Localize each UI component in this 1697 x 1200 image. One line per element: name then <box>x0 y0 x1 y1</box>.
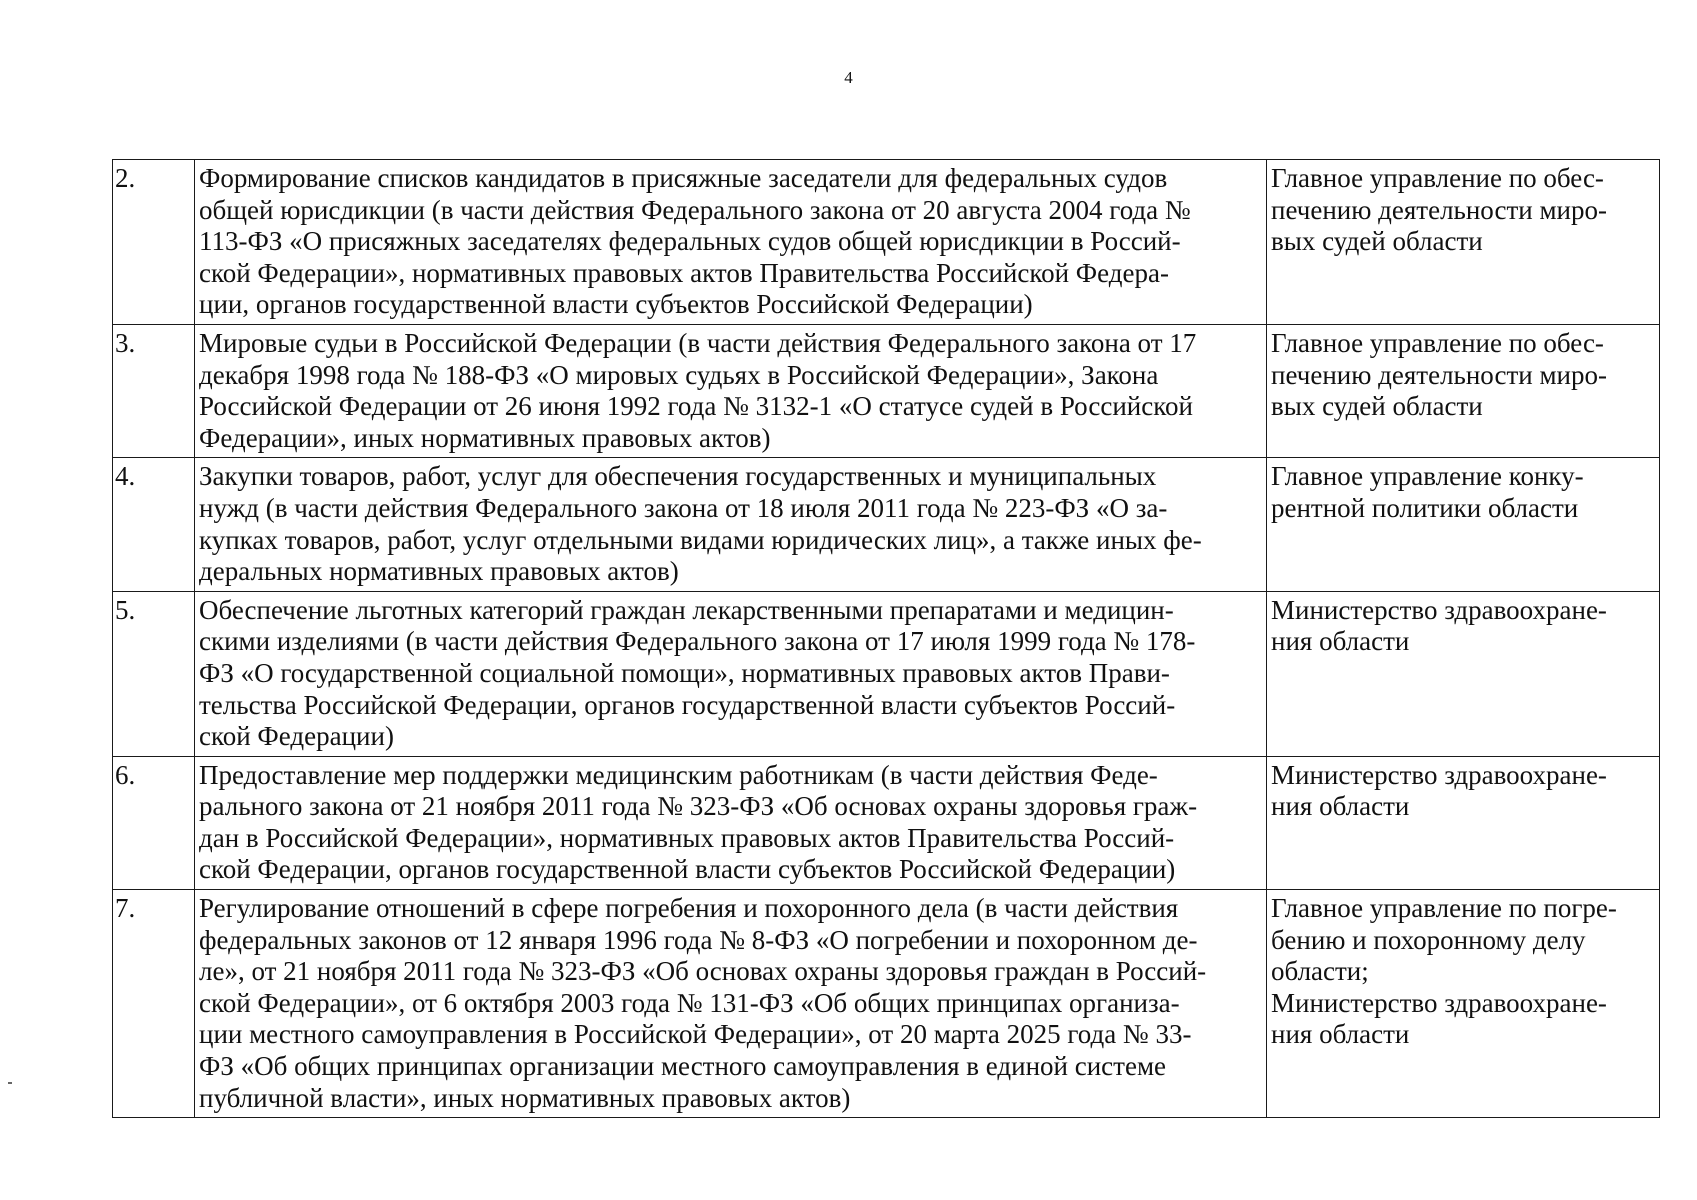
responsible-body-cell <box>1267 160 1660 325</box>
regulation-area-line: Предоставление мер поддержки медицинским работникам (в части действия Феде- <box>199 759 1158 790</box>
regulation-area-line: федеральных законов от 12 января 1996 года № 8-ФЗ «О погребении и похоронном де- <box>199 924 1198 955</box>
regulation-area-line: Обеспечение льготных категорий граждан лекарственными препаратами и медицин- <box>199 594 1174 625</box>
regulation-area-line: ФЗ «Об общих принципах организации местного самоуправления в единой системе <box>199 1051 1167 1082</box>
regulation-area-line: Мировые судьи в Российской Федерации (в части действия Федерального закона от 17 <box>199 327 1197 358</box>
responsible-body-cell <box>1267 458 1660 591</box>
responsible-body-line: Министерство здравоохране- <box>1271 987 1607 1018</box>
regulation-area-cell <box>195 458 1267 591</box>
page-number: 4 <box>844 68 853 87</box>
regulation-area-line: нужд (в части действия Федерального закона от 18 июля 2011 года № 223-ФЗ «О за- <box>199 492 1168 523</box>
responsible-body-line: печению деятельности миро- <box>1271 359 1607 390</box>
table-row <box>113 591 1660 756</box>
row-number: 7. <box>113 890 195 1118</box>
regulation-area-cell <box>195 324 1267 457</box>
regulation-area-line: публичной власти», иных нормативных правовых актов) <box>199 1082 851 1113</box>
regulation-area-line: ской Федерации) <box>199 721 394 752</box>
regulation-area-line: Российской Федерации от 26 июня 1992 года № 3132-1 «О статусе судей в Российской <box>199 391 1193 422</box>
table-row <box>113 458 1660 591</box>
table-row <box>113 160 1660 325</box>
responsible-body-line: ния области <box>1271 626 1410 657</box>
responsible-body-line: Главное управление конку- <box>1271 461 1584 492</box>
regulation-area-line: ской Федерации, органов государственной власти субъектов Российской Федерации) <box>199 854 1176 885</box>
table-row <box>113 756 1660 889</box>
regulation-area-line: 113-ФЗ «О присяжных заседателях федеральных судов общей юрисдикции в Россий- <box>199 226 1181 257</box>
regulation-area-line: купках товаров, работ, услуг отдельными видами юридических лиц», а также иных фе- <box>199 524 1202 555</box>
regulation-area-line: ции, органов государственной власти субъектов Российской Федерации) <box>199 289 1033 320</box>
responsible-body-line: ния области <box>1271 1019 1410 1050</box>
regulation-area-line: дан в Российской Федерации», нормативных правовых актов Правительства Россий- <box>199 822 1175 853</box>
responsible-body-line: Главное управление по погре- <box>1271 893 1617 924</box>
regulation-area-cell <box>195 160 1267 325</box>
responsible-body-line: вых судей области <box>1271 226 1483 257</box>
row-number: 2. <box>113 160 195 325</box>
responsible-body-cell <box>1267 890 1660 1118</box>
responsible-body-line: Главное управление по обес- <box>1271 327 1604 358</box>
responsible-body-line: печению деятельности миро- <box>1271 194 1607 225</box>
regulation-area-line: Регулирование отношений в сфере погребения и похоронного дела (в части действия <box>199 893 1179 924</box>
regulation-area-line: скими изделиями (в части действия Федерального закона от 17 июля 1999 года № 178- <box>199 626 1196 657</box>
responsible-body-line: ния области <box>1271 791 1410 822</box>
row-number: 3. <box>113 324 195 457</box>
table-body <box>113 160 1660 1118</box>
regulation-area-line: Закупки товаров, работ, услуг для обеспечения государственных и муниципальных <box>199 461 1157 492</box>
regulation-area-line: декабря 1998 года № 188-ФЗ «О мировых судьях в Российской Федерации», Закона <box>199 359 1159 390</box>
regulation-area-cell <box>195 756 1267 889</box>
responsibility-table <box>112 159 1660 1118</box>
responsible-body-line: Министерство здравоохране- <box>1271 759 1607 790</box>
table-row <box>113 324 1660 457</box>
row-number: 4. <box>113 458 195 591</box>
responsible-body-line: области; <box>1271 956 1369 987</box>
regulation-area-cell <box>195 890 1267 1118</box>
responsible-body-line: Министерство здравоохране- <box>1271 594 1607 625</box>
regulation-area-line: ции местного самоуправления в Российской Федерации», от 20 марта 2025 года № 33- <box>199 1019 1192 1050</box>
regulation-area-line: общей юрисдикции (в части действия Федерального закона от 20 августа 2004 года № <box>199 194 1191 225</box>
responsible-body-line: рентной политики области <box>1271 492 1579 523</box>
regulation-area-line: ле», от 21 ноября 2011 года № 323-ФЗ «Об основах охраны здоровья граждан в Россий- <box>199 956 1207 987</box>
responsible-body-cell <box>1267 324 1660 457</box>
regulation-area-line: ской Федерации», нормативных правовых актов Правительства Российской Федера- <box>199 257 1169 288</box>
row-number: 5. <box>113 591 195 756</box>
regulation-area-line: ской Федерации», от 6 октября 2003 года № 131-ФЗ «Об общих принципах организа- <box>199 987 1180 1018</box>
scan-edge-mark <box>8 1082 12 1084</box>
responsible-body-line: Главное управление по обес- <box>1271 163 1604 193</box>
responsible-body-cell <box>1267 756 1660 889</box>
regulation-area-line: Формирование списков кандидатов в присяжные заседатели для федеральных судов <box>199 163 1168 193</box>
responsible-body-cell <box>1267 591 1660 756</box>
regulation-area-line: деральных нормативных правовых актов) <box>199 556 679 587</box>
table-row <box>113 890 1660 1118</box>
regulation-area-line: рального закона от 21 ноября 2011 года № 323-ФЗ «Об основах охраны здоровья граж- <box>199 791 1198 822</box>
regulation-area-line: ФЗ «О государственной социальной помощи», нормативных правовых актов Прави- <box>199 657 1170 688</box>
regulation-area-line: тельства Российской Федерации, органов государственной власти субъектов Россий- <box>199 689 1176 720</box>
regulation-area-cell <box>195 591 1267 756</box>
responsible-body-line: вых судей области <box>1271 391 1483 422</box>
regulation-area-line: Федерации», иных нормативных правовых актов) <box>199 422 771 453</box>
responsible-body-line: бению и похоронному делу <box>1271 924 1586 955</box>
row-number: 6. <box>113 756 195 889</box>
